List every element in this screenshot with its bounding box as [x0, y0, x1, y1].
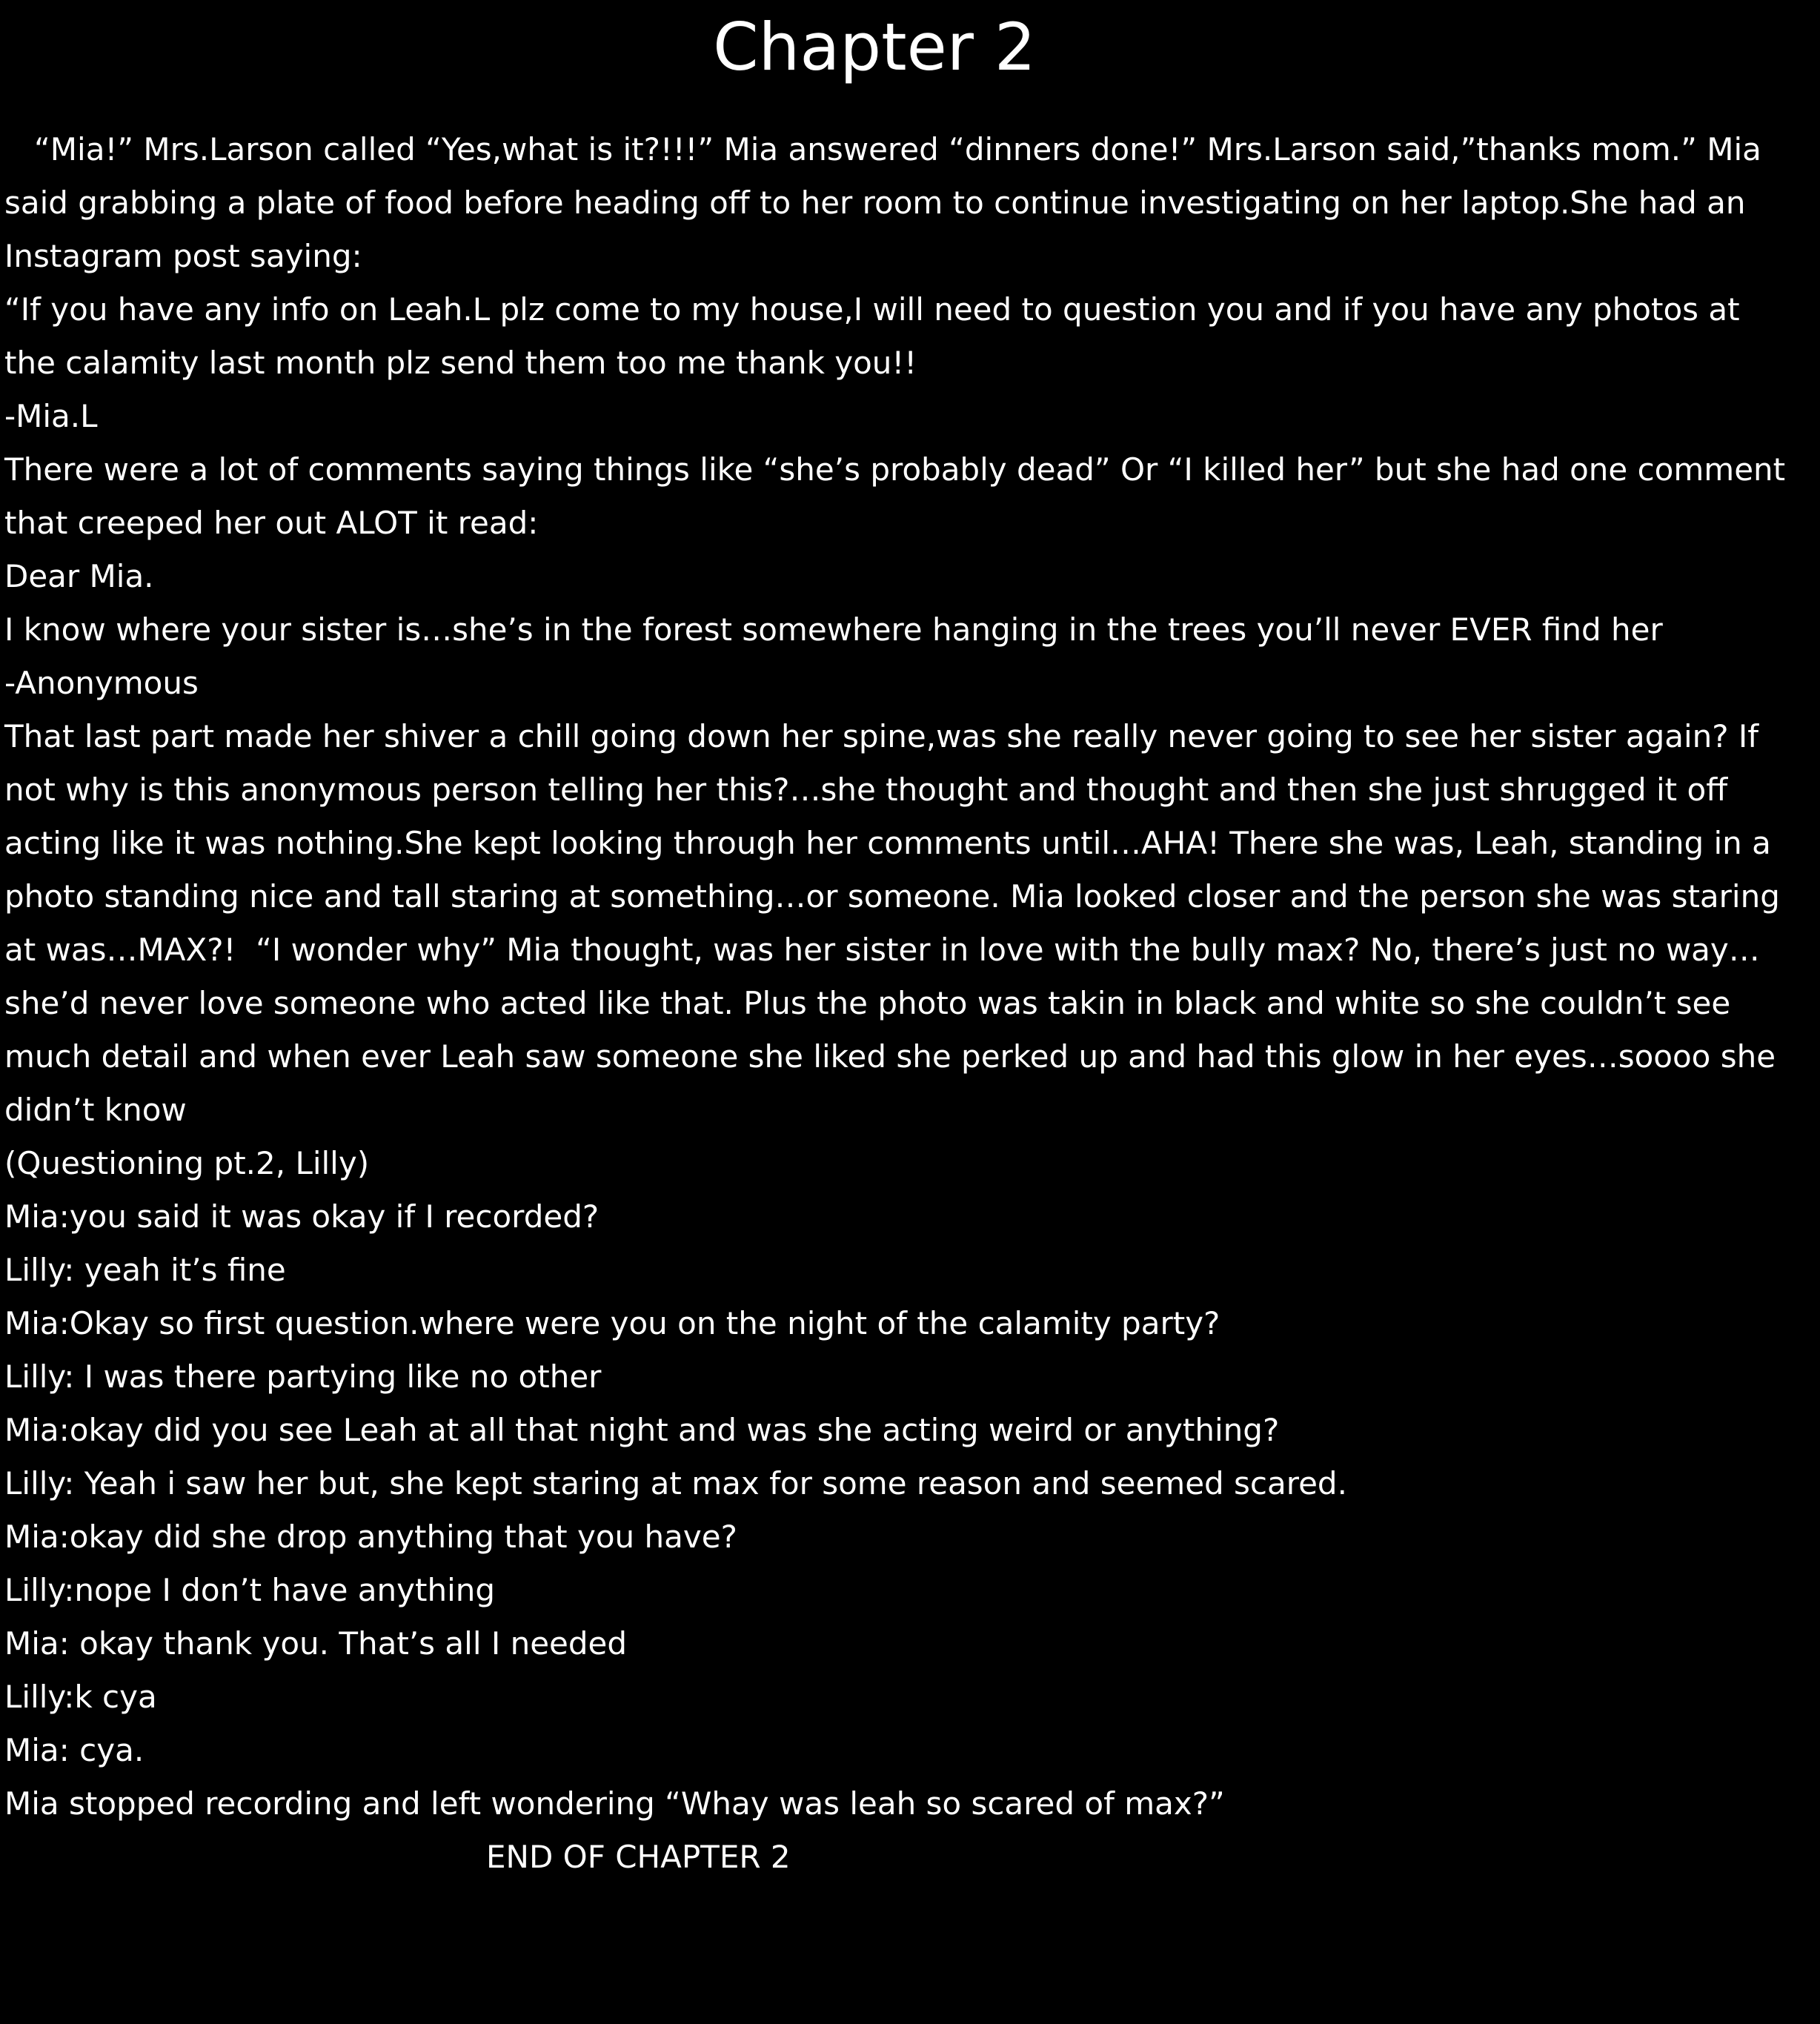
text-line: photo standing nice and tall staring at something…or someone. Mia looked closer and the person she was staring [4, 878, 1780, 915]
text-line: the calamity last month plz send them too me thank you!! [4, 345, 917, 381]
text-line: -Anonymous [4, 665, 199, 701]
chapter-title: Chapter 2 [713, 9, 1036, 85]
text-line: (Questioning pt.2, Lilly) [4, 1145, 370, 1181]
text-line: Lilly:k cya [4, 1679, 157, 1715]
text-line: I know where your sister is…she’s in the forest somewhere hanging in the trees you’ll never EVER find her [4, 611, 1663, 648]
text-line: much detail and when ever Leah saw someone she liked she perked up and had this glow in her eyes…soooo she [4, 1038, 1776, 1075]
text-line: “If you have any info on Leah.L plz come to my house,I will need to question you and if you have any photos at [4, 291, 1740, 328]
text-line: Lilly: Yeah i saw her but, she kept staring at max for some reason and seemed scared. [4, 1465, 1347, 1502]
text-line: Mia: okay thank you. That’s all I needed [4, 1625, 628, 1662]
text-line: didn’t know [4, 1092, 187, 1128]
text-line: Mia:okay did she drop anything that you have? [4, 1519, 737, 1555]
text-line: Lilly: yeah it’s fine [4, 1252, 286, 1288]
text-line: that creeped her out ALOT it read: [4, 505, 539, 541]
text-line: not why is this anonymous person telling her this?…she thought and thought and then she just shrugged it off [4, 772, 1728, 808]
text-line: Mia: cya. [4, 1732, 145, 1768]
text-line: That last part made her shiver a chill going down her spine,was she really never going to see her sister again? If [4, 718, 1759, 754]
text-line: Mia:Okay so first question.where were you on the night of the calamity party? [4, 1305, 1220, 1341]
text-line: Dear Mia. [4, 558, 154, 594]
text-line: said grabbing a plate of food before heading off to her room to continue investigating on her laptop.She had an [4, 185, 1746, 221]
text-line: Mia:you said it was okay if I recorded? [4, 1198, 600, 1235]
text-line: acting like it was nothing.She kept looking through her comments until…AHA! There she was, Leah, standing in a [4, 825, 1771, 861]
text-line: There were a lot of comments saying things like “she’s probably dead” Or “I killed her” but she had one comment [4, 451, 1786, 488]
text-line: Instagram post saying: [4, 238, 362, 274]
text-line: -Mia.L [4, 398, 98, 434]
text-line: “Mia!” Mrs.Larson called “Yes,what is it?!!!” Mia answered “dinners done!” Mrs.Larson said,”thanks mom.” Mia [4, 131, 1761, 167]
text-line: Lilly:nope I don’t have anything [4, 1572, 496, 1608]
story-body [4, 123, 1813, 1884]
text-line: Lilly: I was there partying like no other [4, 1358, 602, 1395]
end-of-chapter: END OF CHAPTER 2 [486, 1839, 791, 1875]
text-line: Mia stopped recording and left wondering “Whay was leah so scared of max?” [4, 1785, 1225, 1822]
text-line: she’d never love someone who acted like that. Plus the photo was takin in black and white so she couldn’t see [4, 985, 1731, 1021]
text-line: Mia:okay did you see Leah at all that night and was she acting weird or anything? [4, 1412, 1280, 1448]
text-line: at was…MAX?! “I wonder why” Mia thought, was her sister in love with the bully max? No, there’s just no way… [4, 932, 1760, 968]
